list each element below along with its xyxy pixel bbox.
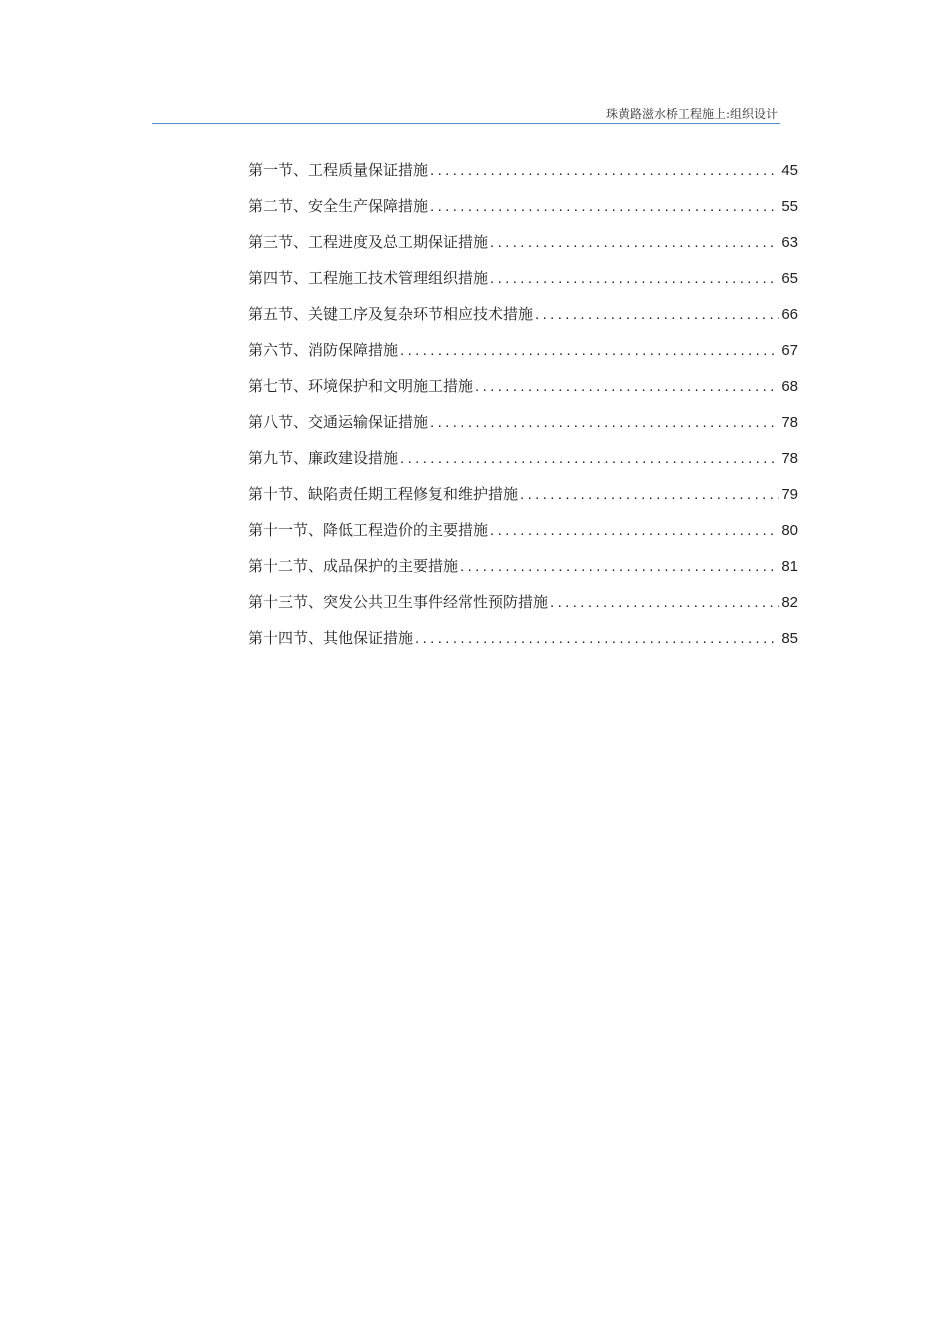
toc-entry[interactable] bbox=[248, 230, 798, 266]
toc-entry[interactable] bbox=[248, 590, 798, 626]
toc-entry-page: 67 bbox=[781, 342, 798, 359]
toc-entry-title: 第十节、缺陷责任期工程修复和维护措施 bbox=[248, 485, 519, 503]
toc-entry-page: 78 bbox=[781, 450, 798, 467]
toc-entry-title: 第十三节、突发公共卫生事件经常性预防措施 bbox=[248, 593, 549, 611]
toc-dot-leader bbox=[460, 555, 779, 579]
toc-entry[interactable] bbox=[248, 302, 798, 338]
toc-entry[interactable] bbox=[248, 626, 798, 662]
toc-entry-title: 第十四节、其他保证措施 bbox=[248, 629, 414, 647]
toc-entry-page: 65 bbox=[781, 270, 798, 287]
toc-entry-title: 第三节、工程进度及总工期保证措施 bbox=[248, 233, 489, 251]
toc-entry-title: 第一节、工程质量保证措施 bbox=[248, 161, 429, 179]
toc-entry[interactable] bbox=[248, 266, 798, 302]
toc-entry-page: 66 bbox=[781, 306, 798, 323]
toc-entry-page: 81 bbox=[781, 558, 798, 575]
toc-dot-leader bbox=[535, 303, 779, 327]
toc-dot-leader bbox=[490, 231, 779, 255]
toc-dot-leader bbox=[400, 447, 779, 471]
toc-dot-leader bbox=[490, 519, 779, 543]
toc-entry-page: 82 bbox=[781, 594, 798, 611]
toc-entry-page: 78 bbox=[781, 414, 798, 431]
toc-entry-title: 第十二节、成品保护的主要措施 bbox=[248, 557, 459, 575]
toc-entry-page: 80 bbox=[781, 522, 798, 539]
toc-entry[interactable] bbox=[248, 446, 798, 482]
toc-entry[interactable] bbox=[248, 374, 798, 410]
toc-entry-title: 第十一节、降低工程造价的主要措施 bbox=[248, 521, 489, 539]
toc-entry-title: 第二节、安全生产保障措施 bbox=[248, 197, 429, 215]
toc-dot-leader bbox=[550, 591, 779, 615]
toc-dot-leader bbox=[490, 267, 779, 291]
table-of-contents bbox=[248, 158, 798, 662]
toc-dot-leader bbox=[430, 195, 779, 219]
toc-entry[interactable] bbox=[248, 518, 798, 554]
toc-dot-leader bbox=[475, 375, 779, 399]
toc-entry[interactable] bbox=[248, 338, 798, 374]
toc-entry-page: 79 bbox=[781, 486, 798, 503]
toc-entry-page: 45 bbox=[781, 162, 798, 179]
toc-dot-leader bbox=[415, 627, 779, 651]
toc-entry-page: 55 bbox=[781, 198, 798, 215]
toc-entry-title: 第六节、消防保障措施 bbox=[248, 341, 399, 359]
toc-entry-page: 85 bbox=[781, 630, 798, 647]
toc-entry[interactable] bbox=[248, 410, 798, 446]
toc-dot-leader bbox=[430, 159, 779, 183]
toc-entry-page: 63 bbox=[781, 234, 798, 251]
toc-entry-title: 第五节、关键工序及复杂环节相应技术措施 bbox=[248, 305, 534, 323]
toc-dot-leader bbox=[520, 483, 779, 507]
toc-entry-title: 第八节、交通运输保证措施 bbox=[248, 413, 429, 431]
toc-entry-title: 第七节、环境保护和文明施工措施 bbox=[248, 377, 474, 395]
toc-dot-leader bbox=[430, 411, 779, 435]
toc-dot-leader bbox=[400, 339, 779, 363]
toc-entry-title: 第四节、工程施工技术管理组织措施 bbox=[248, 269, 489, 287]
running-header: 珠黄路滋水桥工程施上:组织设计 bbox=[605, 107, 778, 121]
toc-entry-title: 第九节、廉政建设措施 bbox=[248, 449, 399, 467]
toc-entry[interactable] bbox=[248, 194, 798, 230]
header-divider bbox=[152, 123, 780, 124]
toc-entry[interactable] bbox=[248, 554, 798, 590]
toc-entry[interactable] bbox=[248, 158, 798, 194]
toc-entry-page: 68 bbox=[781, 378, 798, 395]
toc-entry[interactable] bbox=[248, 482, 798, 518]
